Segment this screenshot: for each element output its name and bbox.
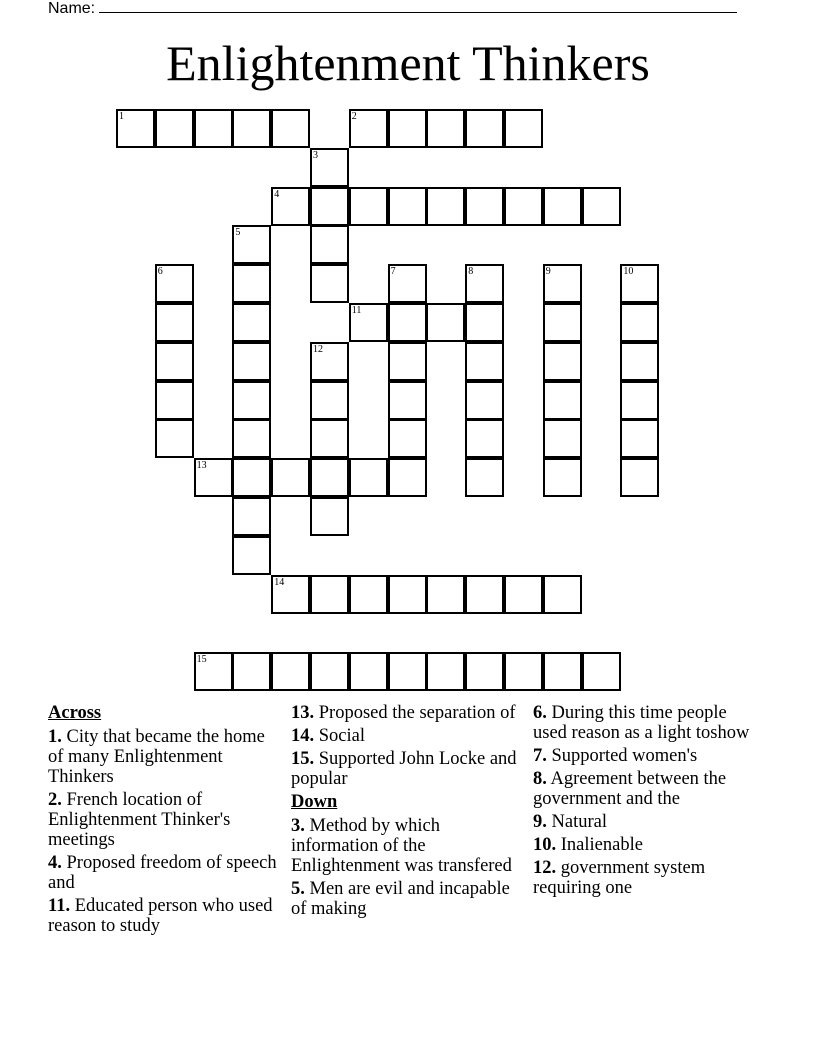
crossword-cell[interactable]	[349, 652, 388, 691]
crossword-cell[interactable]	[465, 303, 504, 342]
crossword-cell[interactable]	[271, 187, 310, 226]
crossword-cell[interactable]	[310, 419, 349, 458]
name-underline[interactable]	[99, 0, 737, 13]
crossword-cell[interactable]	[349, 458, 388, 497]
crossword-cell[interactable]	[155, 381, 194, 420]
crossword-cell[interactable]	[620, 458, 659, 497]
crossword-cell[interactable]	[582, 187, 621, 226]
crossword-cell[interactable]	[543, 342, 582, 381]
clue-across-14: 14. Social	[291, 726, 365, 746]
crossword-cell[interactable]	[155, 342, 194, 381]
crossword-cell[interactable]	[543, 575, 582, 614]
crossword-cell[interactable]	[310, 225, 349, 264]
crossword-cell[interactable]	[543, 187, 582, 226]
crossword-cell[interactable]	[116, 109, 155, 148]
cell-number: 12	[313, 343, 323, 355]
crossword-cell[interactable]	[620, 381, 659, 420]
crossword-cell[interactable]	[504, 187, 543, 226]
crossword-cell[interactable]	[232, 419, 271, 458]
crossword-cell[interactable]	[620, 342, 659, 381]
cell-number: 2	[351, 111, 357, 122]
clue-across-13: 13. Proposed the separation of	[291, 703, 516, 723]
crossword-cell[interactable]	[155, 264, 194, 303]
crossword-cell[interactable]	[194, 652, 233, 691]
crossword-cell[interactable]	[232, 458, 271, 497]
crossword-cell[interactable]	[310, 458, 349, 497]
cell-number: 9	[545, 266, 551, 278]
cell-number: 13	[196, 460, 207, 472]
clue-down-7: 7. Supported women's	[533, 746, 698, 766]
clue-across-2: 2. French location of Enlightenment Thinker's meetings	[48, 790, 231, 850]
crossword-cell[interactable]	[310, 148, 349, 187]
crossword-cell[interactable]	[232, 303, 271, 342]
crossword-cell[interactable]	[349, 109, 388, 148]
crossword-cell[interactable]	[155, 109, 194, 148]
crossword-cell[interactable]	[465, 575, 504, 614]
crossword-cell[interactable]	[310, 652, 349, 691]
crossword-cell[interactable]	[620, 419, 659, 458]
crossword-cell[interactable]	[232, 381, 271, 420]
crossword-cell[interactable]	[543, 303, 582, 342]
crossword-cell[interactable]	[543, 264, 582, 303]
crossword-cell[interactable]	[310, 342, 349, 381]
crossword-cell[interactable]	[543, 652, 582, 691]
clue-down-12: 12. government system requiring one	[533, 858, 706, 898]
crossword-cell[interactable]	[504, 652, 543, 691]
name-field[interactable]	[48, 0, 737, 18]
clues-column-3	[533, 703, 763, 901]
crossword-cell[interactable]	[465, 419, 504, 458]
cell-number: 11	[351, 305, 362, 316]
crossword-cell[interactable]	[194, 458, 233, 497]
clue-down-9: 9. Natural	[533, 812, 607, 832]
crossword-cell[interactable]	[426, 109, 465, 148]
crossword-cell[interactable]	[465, 342, 504, 381]
crossword-cell[interactable]	[310, 264, 349, 303]
crossword-cell[interactable]	[310, 497, 349, 536]
crossword-cell[interactable]	[310, 575, 349, 614]
crossword-cell[interactable]	[388, 652, 427, 691]
cell-number: 14	[274, 576, 285, 588]
page-title: Enlightenment Thinkers	[166, 35, 650, 91]
crossword-cell[interactable]	[310, 381, 349, 420]
crossword-cell[interactable]	[388, 187, 427, 226]
clue-down-3: 3. Method by which information of the Enlightenment was transfered	[291, 816, 512, 876]
cell-number: 6	[157, 266, 163, 278]
crossword-cell[interactable]	[232, 342, 271, 381]
crossword-cell[interactable]	[465, 264, 504, 303]
clue-across-1: 1. City that became the home of many Enlightenment Thinkers	[48, 727, 265, 787]
cell-number: 3	[313, 149, 318, 161]
crossword-cell[interactable]	[465, 109, 504, 148]
crossword-cell[interactable]	[388, 264, 427, 303]
cell-number: 15	[196, 654, 207, 666]
crossword-cell[interactable]	[465, 381, 504, 420]
clue-down-8: 8. Agreement between the government and the	[533, 769, 727, 809]
crossword-cell[interactable]	[271, 109, 310, 148]
crossword-cell[interactable]	[543, 458, 582, 497]
cell-number: 10	[623, 266, 634, 278]
crossword-cell[interactable]	[426, 652, 465, 691]
crossword-cell[interactable]	[232, 225, 271, 264]
down-heading: Down	[291, 792, 338, 812]
clue-across-4: 4. Proposed freedom of speech and	[48, 853, 277, 893]
crossword-cell[interactable]	[582, 652, 621, 691]
crossword-cell[interactable]	[349, 575, 388, 614]
cell-number: 4	[274, 188, 280, 200]
clue-down-10: 10. Inalienable	[533, 835, 643, 855]
crossword-cell[interactable]	[388, 109, 427, 148]
crossword-cell[interactable]	[271, 458, 310, 497]
clues-column-1	[48, 703, 278, 939]
crossword-cell[interactable]	[426, 575, 465, 614]
crossword-cell[interactable]	[504, 109, 543, 148]
cell-number: 1	[119, 111, 124, 122]
cell-number: 5	[235, 227, 241, 239]
across-heading: Across	[48, 703, 102, 723]
crossword-cell[interactable]	[465, 187, 504, 226]
crossword-cell[interactable]	[232, 264, 271, 303]
crossword-cell[interactable]	[155, 419, 194, 458]
clues-column-2	[291, 703, 521, 922]
crossword-cell[interactable]	[232, 652, 271, 691]
name-label: Name:	[48, 0, 96, 17]
crossword-cell[interactable]	[426, 303, 465, 342]
crossword-grid	[117, 110, 661, 693]
crossword-cell[interactable]	[232, 497, 271, 536]
crossword-cell[interactable]	[310, 187, 349, 226]
clue-down-6: 6. During this time people used reason as a light toshow	[533, 703, 750, 743]
clue-across-15: 15. Supported John Locke and popular	[291, 749, 517, 789]
crossword-cell[interactable]	[543, 419, 582, 458]
crossword-cell[interactable]	[388, 458, 427, 497]
crossword-cell[interactable]	[543, 381, 582, 420]
crossword-cell[interactable]	[194, 109, 233, 148]
crossword-cell[interactable]	[388, 342, 427, 381]
clue-across-11: 11. Educated person who used reason to study	[48, 896, 273, 936]
crossword-cell[interactable]	[426, 187, 465, 226]
crossword-cell[interactable]	[232, 109, 271, 148]
crossword-cell[interactable]	[388, 303, 427, 342]
crossword-cell[interactable]	[349, 303, 388, 342]
crossword-cell[interactable]	[271, 652, 310, 691]
cell-number: 7	[390, 266, 396, 278]
crossword-cell[interactable]	[388, 575, 427, 614]
crossword-cell[interactable]	[349, 187, 388, 226]
crossword-cell[interactable]	[465, 652, 504, 691]
crossword-cell[interactable]	[271, 575, 310, 614]
clue-down-5: 5. Men are evil and incapable of making	[291, 879, 510, 919]
crossword-cell[interactable]	[620, 303, 659, 342]
cell-number: 8	[468, 266, 474, 278]
crossword-cell[interactable]	[388, 419, 427, 458]
crossword-cell[interactable]	[620, 264, 659, 303]
crossword-cell[interactable]	[504, 575, 543, 614]
crossword-cell[interactable]	[388, 381, 427, 420]
crossword-cell[interactable]	[155, 303, 194, 342]
crossword-cell[interactable]	[232, 536, 271, 575]
crossword-cell[interactable]	[465, 458, 504, 497]
